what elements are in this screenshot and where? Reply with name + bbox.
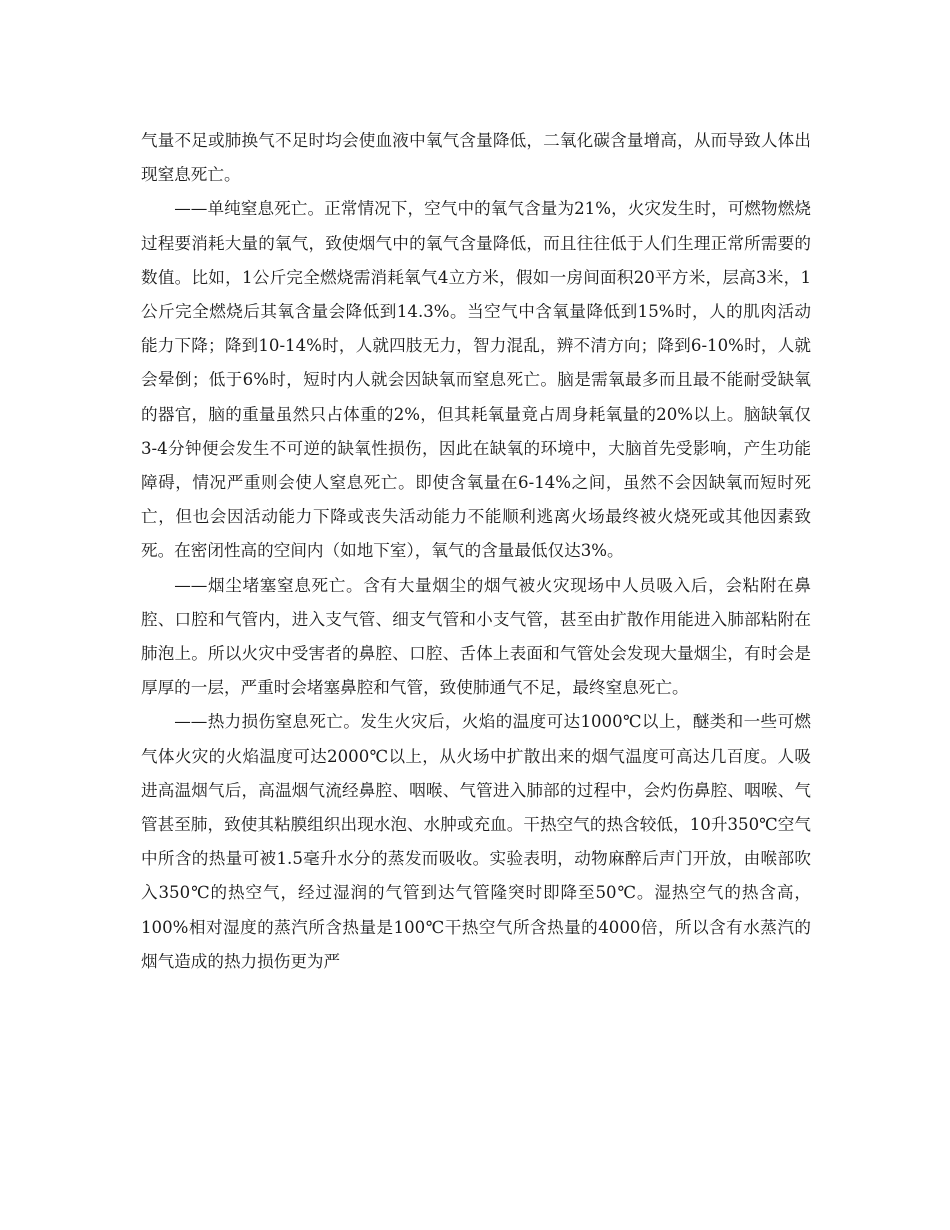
paragraph-thermal-injury: ——热力损伤窒息死亡。发生火灾后，火焰的温度可达1000℃以上，醚类和一些可燃气体火灾的火焰温度可达2000℃以上，从火场中扩散出来的烟气温度可高达几百度。人吸进高温烟气后，高温烟气流经鼻腔、咽喉、气管进入肺部的过程中，会灼伤鼻腔、咽喉、气管甚至肺，致使其粘膜组织出现水泡、水肿或充血。干热空气的热含较低，10升350℃空气中所含的热量可被1.5毫升水分的蒸发而吸收。实验表明，动物麻醉后声门开放，由喉部吹入350℃的热空气，经过湿润的气管到达气管隆突时即降至50℃。湿热空气的热含高，100%相对湿度的蒸汽所含热量是100℃干热空气所含热量的4000倍，所以含有水蒸汽的烟气造成的热力损伤更为严 (141, 712, 811, 971)
paragraph-continuation: 气量不足或肺换气不足时均会使血液中氧气含量降低，二氧化碳含量增高，从而导致人体出现窒息死亡。 (141, 131, 811, 185)
paragraph-simple-asphyxia: ——单纯窒息死亡。正常情况下，空气中的氧气含量为21%，火灾发生时，可燃物燃烧过程要消耗大量的氧气，致使烟气中的氧气含量降低，而且往往低于人们生理正常所需要的数值。比如，1公斤完全燃烧需消耗氧气4立方米，假如一房间面积20平方米，层高3米，1公斤完全燃烧后其氧含量会降低到14.3%。当空气中含氧量降低到15%时，人的肌肉活动能力下降；降到10-14%时，人就四肢无力，智力混乱，辨不清方向；降到6-10%时，人就会晕倒；低于6%时，短时内人就会因缺氧而窒息死亡。脑是需氧最多而且最不能耐受缺氧的器官，脑的重量虽然只占体重的2%，但其耗氧量竟占周身耗氧量的20%以上。脑缺氧仅3-4分钟便会发生不可逆的缺氧性损伤，因此在缺氧的环境中，大脑首先受影响，产生功能障碍，情况严重则会使人窒息死亡。即使含氧量在6-14%之间，虽然不会因缺氧而短时死亡，但也会因活动能力下降或丧失活动能力不能顺利逃离火场最终被火烧死或其他因素致死。在密闭性高的空间内（如地下室），氧气的含量最低仅达3%。 (141, 199, 811, 561)
document-body (141, 124, 811, 979)
paragraph-soot-blockage: ——烟尘堵塞窒息死亡。含有大量烟尘的烟气被火灾现场中人员吸入后，会粘附在鼻腔、口腔和气管内，进入支气管、细支气管和小支气管，甚至由扩散作用能进入肺部粘附在肺泡上。所以火灾中受害者的鼻腔、口腔、舌体上表面和气管处会发现大量烟尘，有时会是厚厚的一层，严重时会堵塞鼻腔和气管，致使肺通气不足，最终窒息死亡。 (141, 575, 811, 698)
